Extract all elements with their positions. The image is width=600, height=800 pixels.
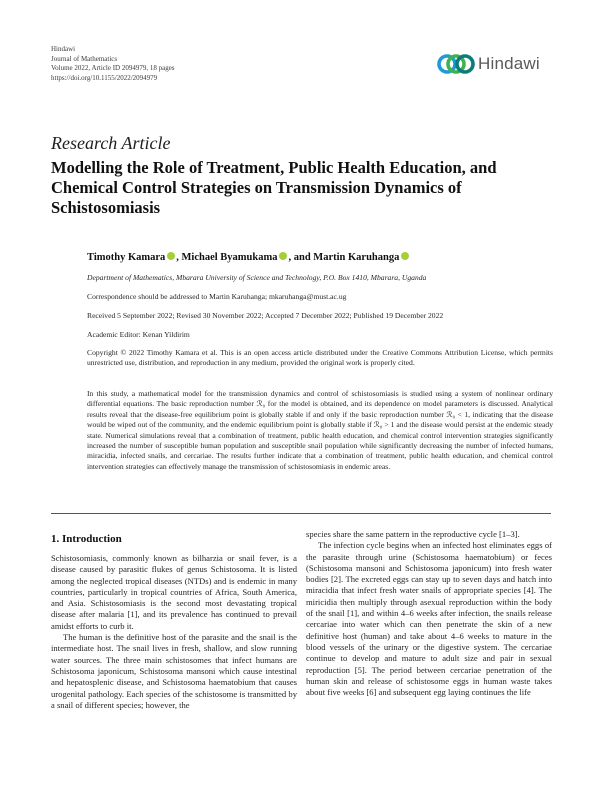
author-list — [87, 252, 410, 263]
academic-editor: Academic Editor: Kenan Yildirim — [87, 330, 190, 339]
publication-dates: Received 5 September 2022; Revised 30 November 2022; Accepted 7 December 2022; Published 19 December 2022 — [87, 311, 444, 320]
paragraph: Schistosomiasis, commonly known as bilharzia or snail fever, is a disease caused by parasitic flukes of genus Schistosoma. It is listed among the neglected tropical diseases (NTDs) and is endemic in many countries, particularly in tropical countries of Africa, South America, and Asia. Schistosomiasis is the second most devastating tropical disease after malaria [1], and its prevalence has continued to prevail amidst efforts to curb it. — [51, 553, 297, 631]
volume-line: Volume 2022, Article ID 2094979, 18 pages — [51, 64, 175, 73]
article-title: Modelling the Role of Treatment, Public Health Education, and Chemical Control Strategies on Transmission Dynamics of Schistosomiasis — [51, 158, 497, 217]
author-separator: , — [176, 252, 182, 263]
section-heading: 1. Introduction — [51, 533, 122, 545]
correspondence: Correspondence should be addressed to Martin Karuhanga; mkaruhanga@must.ac.ug — [87, 292, 347, 301]
copyright-notice: Copyright © 2022 Timothy Kamara et al. This is an open access article distributed under the Creative Commons Attribution License, which permits unrestricted use, distribution, and reproduction in any medium, provided the original work is properly cited. — [87, 348, 553, 368]
paragraph: The human is the definitive host of the parasite and the snail is the intermediate host. The snail lives in fresh, shallow, and slow running water sources. The three main schistosomes that infect humans are Schistosoma japonicum, Schistosoma mansoni which cause intestinal and hepatosplenic disease, and Schistosoma haematobium that causes urogenital pathology. Each species of the schistosome is transmitted by a snail of different species; however, the — [51, 632, 297, 710]
logo-text: Hindawi — [478, 54, 540, 73]
orcid-icon[interactable] — [279, 252, 287, 260]
body-column-left — [51, 553, 297, 711]
orcid-icon[interactable] — [401, 252, 409, 260]
author-name[interactable]: Timothy Kamara — [87, 252, 166, 263]
publisher-name: Hindawi — [51, 45, 76, 53]
body-column-right — [306, 529, 552, 698]
journal-meta — [51, 45, 175, 83]
affiliation: Department of Mathematics, Mbarara University of Science and Technology, P.O. Box 1410, Mbarara, Uganda — [87, 273, 427, 282]
hindawi-logo-icon — [436, 51, 476, 77]
article-type: Research Article — [51, 133, 171, 153]
paragraph: species share the same pattern in the reproductive cycle [1–3]. — [306, 529, 520, 539]
abstract: In this study, a mathematical model for the transmission dynamics and control of schistosomiasis is studied using a system of nonlinear ordinary differential equations. The basic reproduction number ℛ₀ for the model is obtained, and its dependence on model parameters is discussed. Analytical results reveal that the disease-free equilibrium point is globally stable if and only if the basic reproduction number ℛ₀ < 1, indicating that the disease would be wiped out of the community, and the endemic equilibrium point is globally stable if ℛ₀ > 1 and the disease would persist at the endemic steady state. Numerical simulations reveal that a combination of treatment, public health education, and chemical control intervention strategies significantly increased the number of susceptible human population and susceptible snail population while significantly decreasing the number of infected humans, miracidia, infected snails, and cercariae. The results further indicate that a combination of treatment, public health education, and chemical control intervention strategies can effectively manage the transmission of schistosomiasis in endemic areas. — [87, 389, 553, 471]
author-name[interactable]: Martin Karuhanga — [313, 252, 400, 263]
hindawi-logo — [436, 46, 552, 82]
author-separator: , and — [288, 252, 314, 263]
section-divider — [51, 513, 551, 514]
doi-link[interactable]: https://doi.org/10.1155/2022/2094979 — [51, 73, 158, 82]
paragraph: The infection cycle begins when an infected host eliminates eggs of the parasite through urine (Schistosoma haematobium) or feces (Schistosoma mansoni and Schistosoma japonicum) into fresh water bodies [2]. The excreted eggs can stay up to seven days and hatch into miracidia that infect fresh water snails of appropriate species [4]. The miricidia then multiply through asexual reproduction within the body of the snail [1], and within 4–6 weeks after infection, the snails release cercariae into water which can then penetrate the skin of a new definitive host (human) and take about 4–6 weeks to mature in the blood vessels of the urinary or the digestive system. The cercariae continue to develop and mature to adult size and pair in sexual reproduction [5]. The period between cercariae penetration of the human skin and release of schistosome eggs in human waste takes about five weeks [6] and subsequent egg laying continues the life — [306, 540, 552, 698]
journal-name: Journal of Mathematics — [51, 54, 118, 63]
author-name[interactable]: Michael Byamukama — [181, 252, 278, 263]
orcid-icon[interactable] — [167, 252, 175, 260]
